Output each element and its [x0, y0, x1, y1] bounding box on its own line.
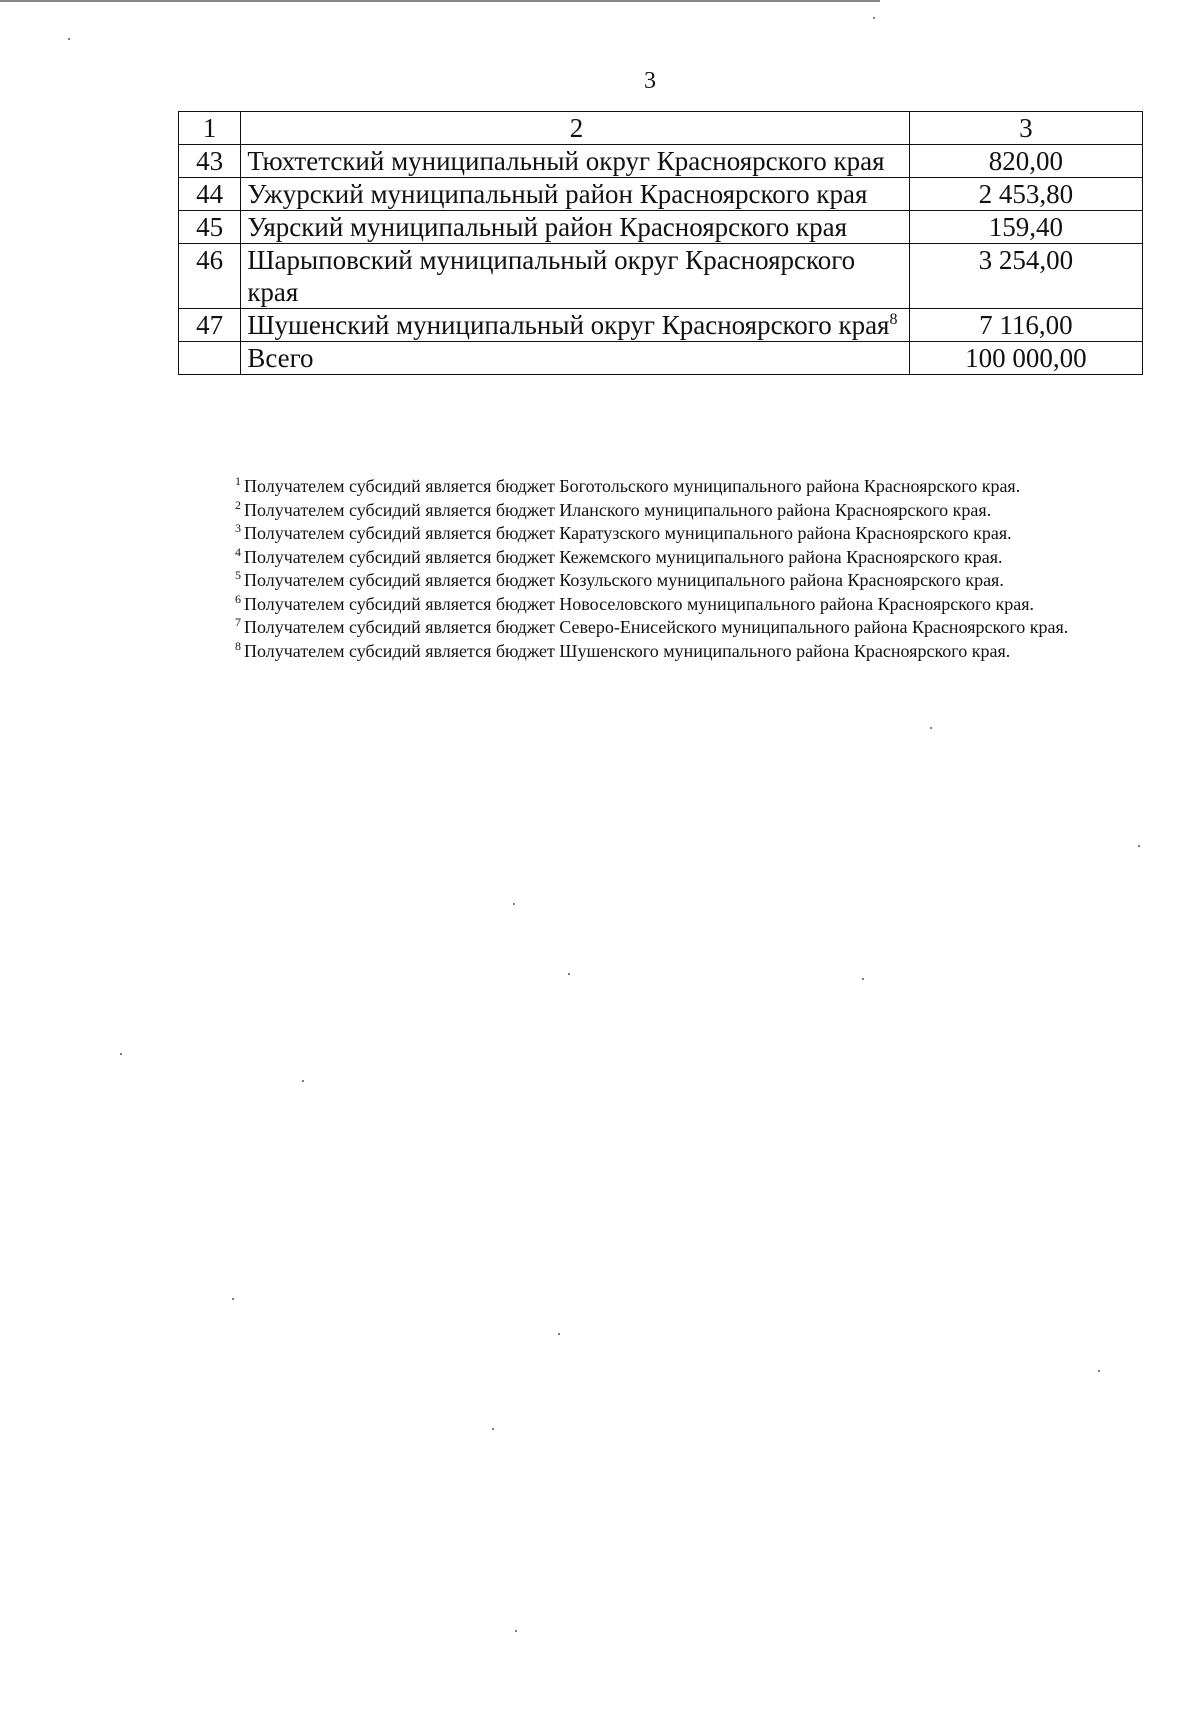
scan-speck	[568, 973, 570, 975]
scan-speck	[873, 17, 875, 19]
municipality-cell	[241, 309, 909, 342]
table-total-row	[179, 342, 1143, 375]
footnote	[235, 475, 1135, 499]
municipality-cell	[241, 178, 909, 211]
scan-speck	[515, 1630, 517, 1632]
municipality-name: Уярский муниципальный район Красноярского края	[247, 212, 848, 242]
footnote-mark: 3	[235, 521, 241, 535]
amount-cell: 2 453,80	[909, 178, 1142, 211]
footnote	[235, 546, 1135, 570]
footnote-mark: 6	[235, 591, 241, 606]
municipality-name: Ужурский муниципальный район Красноярского края	[247, 179, 868, 209]
footnote-text: Получателем субсидий является бюджет Новоселовского муниципального района Красноярского края.	[244, 593, 1034, 614]
table-row	[179, 211, 1143, 244]
header-cell-1: 1	[179, 112, 241, 145]
amount-cell: 3 254,00	[909, 244, 1142, 309]
page-number: 3	[644, 68, 656, 94]
scan-speck	[232, 1298, 234, 1300]
footnote-text: Получателем субсидий является бюджет Северо-Енисейского муниципального района Красноярского края.	[244, 617, 1069, 637]
total-number-cell	[179, 342, 241, 375]
scan-speck	[120, 1053, 122, 1055]
scan-speck	[1138, 845, 1140, 847]
footnote-mark: 2	[235, 497, 241, 512]
footnote	[235, 640, 1135, 664]
scan-speck	[492, 1428, 494, 1430]
total-amount-cell: 100 000,00	[909, 342, 1142, 375]
table-row	[179, 244, 1143, 309]
footnote-text: Получателем субсидий является бюджет Боготольского муниципального района Красноярского края.	[244, 476, 1021, 496]
header-cell-3: 3	[909, 112, 1142, 145]
footnote	[235, 499, 1135, 523]
row-number-cell: 44	[179, 178, 241, 211]
amount-cell: 159,40	[909, 211, 1142, 244]
scan-speck	[68, 38, 70, 40]
header-cell-2: 2	[241, 112, 909, 145]
footnotes-list	[235, 475, 1135, 663]
amount-cell: 7 116,00	[909, 309, 1142, 342]
municipality-name: Шарыповский муниципальный округ Красноярского края	[247, 245, 856, 307]
row-number-cell: 47	[179, 309, 241, 342]
footnote	[235, 522, 1135, 546]
footnote-mark: 1	[235, 474, 241, 488]
municipality-cell	[241, 244, 909, 309]
subsidy-table	[178, 111, 1143, 375]
table-header-row	[179, 112, 1143, 145]
footnote-mark: 5	[235, 568, 241, 582]
municipality-name: Шушенский муниципальный округ Красноярского края	[247, 310, 890, 340]
footnote	[235, 616, 1135, 640]
row-number-cell: 43	[179, 145, 241, 178]
scan-top-rule	[0, 0, 880, 2]
municipality-cell	[241, 211, 909, 244]
scan-speck	[862, 978, 864, 980]
footnote-text: Получателем субсидий является бюджет Иланского муниципального района Красноярского края.	[244, 499, 992, 520]
scan-speck	[302, 1080, 304, 1082]
scan-speck	[513, 903, 515, 905]
footnote-text: Получателем субсидий является бюджет Шушенского муниципального района Красноярского края.	[244, 640, 1011, 661]
scan-speck	[1098, 1370, 1100, 1372]
municipality-name: Тюхтетский муниципальный округ Красноярского края	[247, 146, 885, 176]
footnote-reference: 8	[889, 311, 898, 328]
footnote-text: Получателем субсидий является бюджет Козульского муниципального района Красноярского края.	[244, 570, 1004, 590]
scan-speck	[930, 727, 932, 729]
total-label-cell: Всего	[241, 342, 909, 375]
table-row	[179, 145, 1143, 178]
footnote-mark: 7	[235, 615, 241, 629]
footnote	[235, 569, 1135, 593]
row-number-cell: 46	[179, 244, 241, 309]
footnote	[235, 593, 1135, 617]
footnote-text: Получателем субсидий является бюджет Кежемского муниципального района Красноярского края.	[244, 546, 1003, 567]
scan-speck	[558, 1333, 560, 1335]
row-number-cell: 45	[179, 211, 241, 244]
table-row	[179, 178, 1143, 211]
amount-cell: 820,00	[909, 145, 1142, 178]
table-row	[179, 309, 1143, 342]
footnote-text: Получателем субсидий является бюджет Каратузского муниципального района Красноярского края.	[244, 523, 1012, 543]
municipality-cell	[241, 145, 909, 178]
footnote-mark: 4	[235, 544, 241, 559]
footnote-mark: 8	[235, 638, 241, 653]
